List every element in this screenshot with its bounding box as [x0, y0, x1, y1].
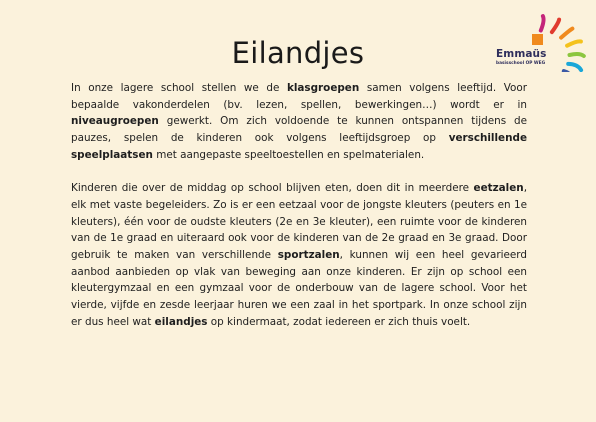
- emphasis-text: eetzalen: [473, 182, 524, 195]
- paragraph-2: [71, 180, 527, 330]
- text-run: met aangepaste speeltoestellen en spelmaterialen.: [152, 148, 425, 161]
- school-logo: [496, 10, 592, 72]
- logo-square: [532, 34, 543, 45]
- emphasis-text: niveaugroepen: [71, 115, 159, 128]
- logo-ray: [561, 29, 572, 38]
- emphasis-text: klasgroepen: [286, 82, 360, 94]
- text-run: In onze lagere school stellen we de: [71, 82, 287, 94]
- logo-ray: [552, 20, 559, 32]
- page-title: Eilandjes: [231, 36, 365, 70]
- text-run: , kunnen wij een heel gevarieerd aanbod aanbieden op vlak van beweging aan onze kinderen. Er zijn op school een kleutergymzaal en een gymzaal voor de onderbouw van de lagere school. Voor het vierde, vijfde en zesde leerjaar huren we een zaal in het sportpark. In onze school zijn er dus heel wat: [71, 249, 527, 328]
- logo-name: Emmaüs: [496, 48, 547, 60]
- logo-subtitle: basisschool OP WEG: [496, 61, 546, 66]
- emphasis-text: sportzalen: [277, 249, 340, 262]
- emphasis-text: verschillende speelplaatsen: [71, 132, 527, 161]
- text-run: samen volgens leeftijd. Voor bepaalde vakonderdelen (bv. lezen, spellen, bewerkingen…) wordt er in: [71, 82, 527, 111]
- text-run: gewerkt. Om zich voldoende te kunnen ontspannen tijdens de pauzes, spelen de kinderen ook volgens leeftijdsgroep op: [71, 115, 527, 145]
- body-text: [71, 80, 527, 347]
- text-run: , elk met vaste begeleiders. Zo is er een eetzaal voor de jongste kleuters (peuters en 1e kleuters), één voor de oudste kleuters (2e en 3e kleuter), een ruimte voor de kinderen van de 1e graad en uiteraard ook voor de kinderen van de 2e graad en 3e graad. Door gebruik te maken van verschillende: [71, 182, 527, 262]
- logo-ray: [567, 41, 581, 45]
- text-run: op kindermaat, zodat iedereen er zich thuis voelt.: [207, 315, 471, 328]
- logo-ray: [541, 16, 544, 30]
- paragraph-1: [71, 80, 527, 164]
- logo-ray: [570, 54, 584, 56]
- emphasis-text: eilandjes: [154, 315, 208, 328]
- text-run: Kinderen die over de middag op school blijven eten, doen dit in meerdere: [71, 182, 474, 195]
- logo-ray: [568, 64, 581, 70]
- logo-ray: [564, 71, 574, 72]
